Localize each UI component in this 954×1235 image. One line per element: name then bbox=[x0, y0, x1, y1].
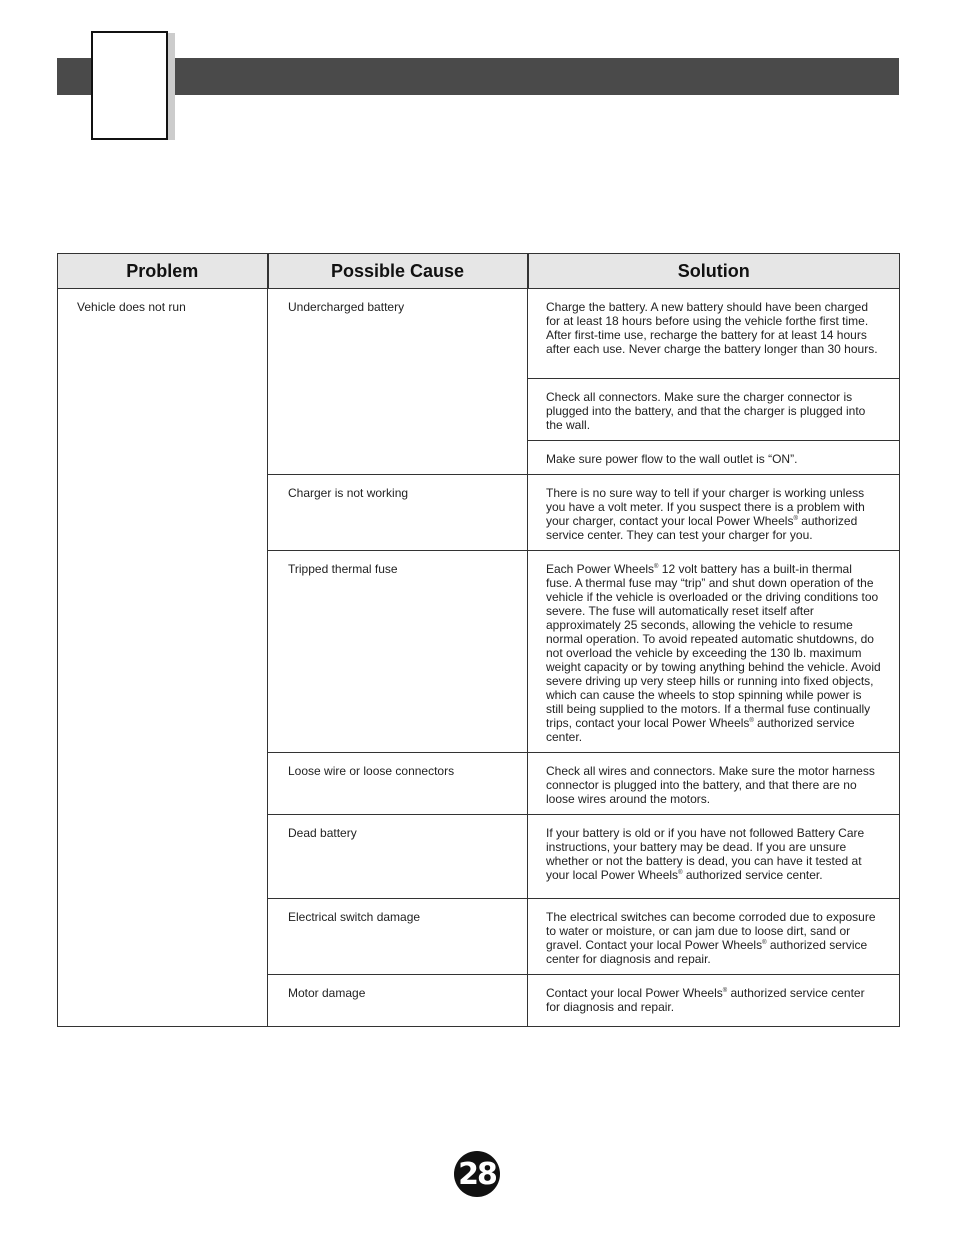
solution-cell bbox=[528, 441, 900, 475]
solution-text: Each Power Wheels bbox=[546, 562, 655, 576]
solution-text: authorized service center. bbox=[546, 716, 855, 744]
header-solution: Solution bbox=[528, 254, 900, 289]
solution-text: 12 volt battery has a built-in thermal fuse. A thermal fuse may “trip” and shut down operation of the vehicle if the vehicle is overloaded or the driving conditions too severe. The fuse will automatically reset itself after approximately 25 seconds, allowing the vehicle to resume normal operation. To avoid repeated automatic shutdowns, do not overload the vehicle by exceeding the 130 lb. maximum weight capacity or by towing anything behind the vehicle. Avoid severe driving up very steep hills or running into fixed objects, which can cause the wheels to stop spinning while power is still being supplied to the motors. If a thermal fuse continually trips, contact your local Power Wheels bbox=[546, 562, 881, 730]
solution-cell bbox=[528, 379, 900, 441]
solution-cell bbox=[528, 815, 900, 899]
cause-cell: Dead battery bbox=[268, 815, 528, 899]
cause-cell: Tripped thermal fuse bbox=[268, 551, 528, 753]
registered-mark: ® bbox=[762, 940, 767, 946]
registered-mark: ® bbox=[678, 870, 683, 876]
section-tab-box bbox=[91, 31, 168, 140]
troubleshooting-table bbox=[57, 253, 900, 1027]
solution-cell bbox=[528, 975, 900, 1027]
problem-cell: Vehicle does not run bbox=[58, 289, 268, 1027]
solution-text: authorized service center for diagnosis and repair. bbox=[546, 938, 868, 966]
solution-text: Charge the battery. A new battery should have been charged for at least 18 hours before using the vehicle forthe first time. After first-time use, recharge the battery for at least 14 hours after each use. Never charge the battery longer than 30 hours. bbox=[546, 300, 878, 356]
solution-text: authorized service center. bbox=[682, 868, 823, 882]
solution-text: authorized service center for diagnosis and repair. bbox=[546, 986, 865, 1014]
solution-text: There is no sure way to tell if your charger is working unless you have a volt meter. If you suspect there is a problem with your charger, contact your local Power Wheels bbox=[546, 486, 865, 528]
page-number: 28 bbox=[454, 1151, 500, 1197]
cause-cell: Motor damage bbox=[268, 975, 528, 1027]
solution-text: Make sure power flow to the wall outlet is “ON”. bbox=[546, 452, 798, 466]
section-tab-shadow bbox=[168, 33, 175, 140]
section-header-bar bbox=[57, 58, 899, 95]
solution-cell bbox=[528, 753, 900, 815]
table-header-row bbox=[58, 254, 900, 289]
solution-cell bbox=[528, 475, 900, 551]
solution-cell bbox=[528, 899, 900, 975]
solution-text: If your battery is old or if you have not followed Battery Care instructions, your battery may be dead. If you are unsure whether or not the battery is dead, you can have it tested at your local Power Wheels bbox=[546, 826, 865, 882]
solution-text: authorized service center. They can test your charger for you. bbox=[546, 514, 858, 542]
registered-mark: ® bbox=[722, 988, 728, 994]
cause-cell: Loose wire or loose connectors bbox=[268, 753, 528, 815]
solution-text: Check all wires and connectors. Make sure the motor harness connector is plugged into the battery, and that there are no loose wires around the motors. bbox=[546, 764, 875, 806]
cause-cell: Electrical switch damage bbox=[268, 899, 528, 975]
registered-mark: ® bbox=[793, 516, 798, 522]
registered-mark: ® bbox=[654, 564, 659, 570]
header-problem: Problem bbox=[58, 254, 268, 289]
solution-text: The electrical switches can become corroded due to exposure to water or moisture, or can jam due to loose dirt, sand or gravel. Contact your local Power Wheels bbox=[546, 910, 876, 952]
header-possible-cause: Possible Cause bbox=[268, 254, 528, 289]
cause-cell: Charger is not working bbox=[268, 475, 528, 551]
solution-cell bbox=[528, 551, 900, 753]
cause-cell: Undercharged battery bbox=[268, 289, 528, 475]
table-row bbox=[58, 289, 900, 379]
solution-cell bbox=[528, 289, 900, 379]
solution-text: Contact your local Power Wheels bbox=[546, 986, 723, 1000]
solution-text: Check all connectors. Make sure the charger connector is plugged into the battery, and that the charger is plugged into the wall. bbox=[546, 390, 866, 432]
registered-mark: ® bbox=[749, 718, 754, 724]
